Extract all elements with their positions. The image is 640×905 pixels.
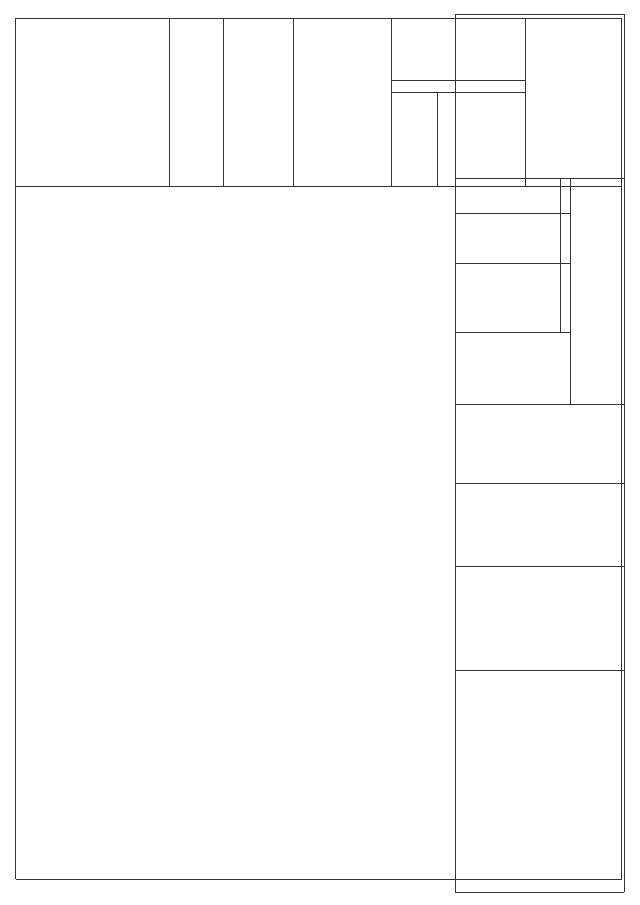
sep-term	[455, 483, 624, 484]
table-top-line	[455, 14, 624, 15]
header-divider	[455, 14, 456, 892]
header-total	[294, 400, 392, 480]
table-right-border	[624, 14, 625, 892]
sep-federal	[455, 332, 570, 333]
sep-regional	[455, 263, 570, 264]
header-extra	[438, 186, 526, 250]
sep-extra	[455, 213, 570, 214]
header-term	[224, 480, 294, 590]
sep-in-that	[560, 178, 561, 333]
sep-total	[455, 404, 624, 405]
header-executor	[170, 590, 224, 710]
sep-results	[455, 178, 624, 179]
table-bottom-line	[455, 892, 624, 893]
sep-funding-group	[570, 178, 571, 404]
header-regional	[438, 250, 526, 330]
header-federal	[392, 330, 526, 430]
header-name	[16, 650, 136, 860]
sep-name	[455, 670, 624, 671]
header-funding	[548, 18, 560, 418]
sep-executor	[455, 566, 624, 567]
header-results	[560, 18, 622, 186]
header-in-that	[526, 250, 548, 400]
